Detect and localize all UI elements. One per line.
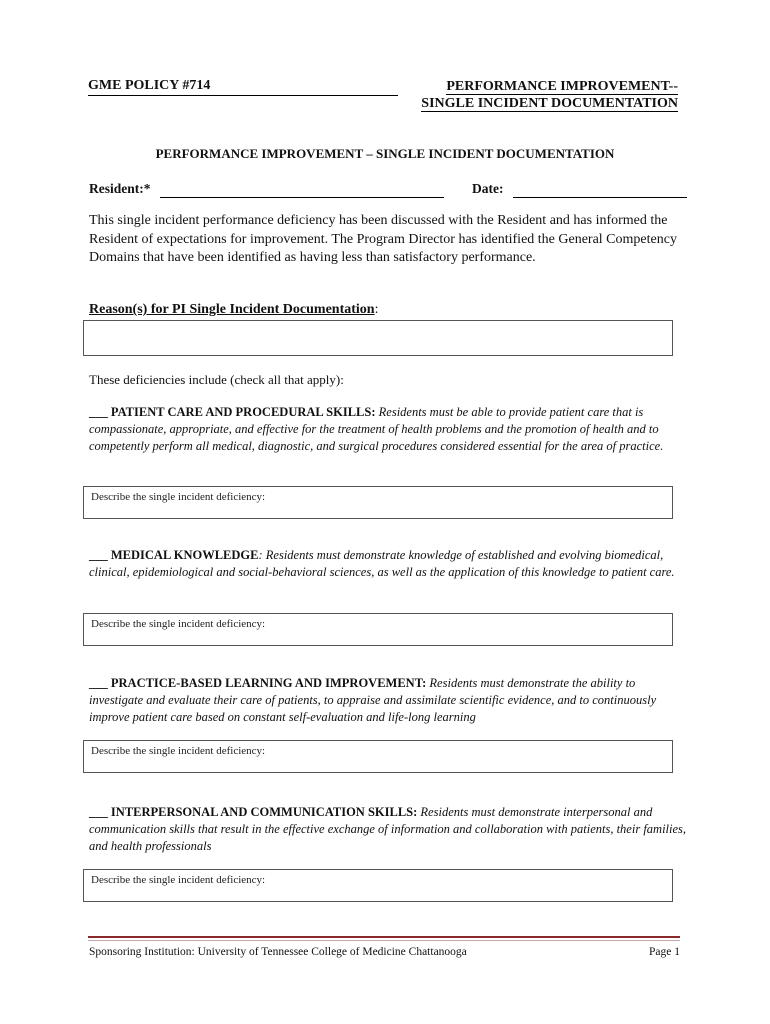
footer-institution: Sponsoring Institution: University of Tennessee College of Medicine Chattanooga <box>89 946 467 958</box>
checkbox-blank[interactable]: ___ <box>89 405 108 419</box>
resident-input-line[interactable] <box>160 183 444 198</box>
reasons-text-box[interactable] <box>83 320 673 356</box>
reasons-heading <box>89 302 378 318</box>
intro-paragraph: This single incident performance deficiency has been discussed with the Resident and has informed the Resident of expectations for improvement. The Program Director has identified the General Competency Domains that have been identified as having less than satisfactory performance. <box>89 213 677 265</box>
deficiency-box-label: Describe the single incident deficiency: <box>91 618 266 630</box>
form-title: PERFORMANCE IMPROVEMENT – SINGLE INCIDENT DOCUMENTATION <box>155 146 615 161</box>
date-label: Date: <box>472 181 504 196</box>
competency-medical-knowledge: ___ MEDICAL KNOWLEDGE: Residents must demonstrate knowledge of established and evolving biomedical, clinical, epidemiological and social-behavioral sciences, as well as the application of this knowledge to patient care. <box>89 548 675 579</box>
competency-name: PRACTICE-BASED LEARNING AND IMPROVEMENT: <box>110 676 427 690</box>
deficiency-box-practice-based-learning[interactable] <box>83 740 673 773</box>
competency-patient-care <box>89 404 689 455</box>
deficiency-box-label: Describe the single incident deficiency: <box>91 874 266 886</box>
resident-label: Resident:* <box>89 181 151 196</box>
header-title-line1: PERFORMANCE IMPROVEMENT-- <box>446 79 678 94</box>
competency-name: INTERPERSONAL AND COMMUNICATION SKILLS: <box>110 805 418 819</box>
checkbox-blank[interactable]: ___ <box>89 805 108 819</box>
resident-field <box>89 180 444 198</box>
competency-name: PATIENT CARE AND PROCEDURAL SKILLS: <box>110 405 376 419</box>
header-title-line2: SINGLE INCIDENT DOCUMENTATION <box>421 96 678 111</box>
competency-description: Residents must demonstrate interpersonal and communication skills that result in the effective exchange of information and collaboration with patients, their families, and health professionals <box>89 805 687 853</box>
deficiency-box-label: Describe the single incident deficiency: <box>91 491 266 503</box>
competency-description: Residents must demonstrate knowledge of established and evolving biomedical, clinical, epidemiological and social-behavioral sciences, as well as the application of this knowledge to patient care. <box>89 548 675 579</box>
competency-practice-based-learning <box>89 675 689 726</box>
checkbox-blank[interactable]: ___ <box>89 676 108 690</box>
reasons-heading-text: Reason(s) for PI Single Incident Documentation <box>89 302 375 317</box>
deficiencies-intro: These deficiencies include (check all that apply): <box>89 372 344 387</box>
deficiency-box-interpersonal-communication[interactable] <box>83 869 673 902</box>
deficiency-box-patient-care[interactable] <box>83 486 673 519</box>
deficiency-box-medical-knowledge[interactable] <box>83 613 673 646</box>
policy-number: GME POLICY #714 <box>88 78 398 96</box>
competency-description: Residents must be able to provide patient care that is compassionate, appropriate, and effective for the treatment of health problems and the promotion of health and to competently perform all medical, diagnostic, and surgical procedures considered essential for the area of practice. <box>89 405 664 453</box>
date-field <box>472 180 687 198</box>
footer-divider <box>88 936 680 938</box>
footer-divider-secondary <box>88 940 680 941</box>
reasons-colon: : <box>374 302 379 317</box>
competency-interpersonal-communication <box>89 804 689 855</box>
competency-name: MEDICAL KNOWLEDGE <box>110 548 259 562</box>
checkbox-blank[interactable]: ___ <box>89 548 108 562</box>
deficiency-box-label: Describe the single incident deficiency: <box>91 745 266 757</box>
date-input-line[interactable] <box>513 183 687 198</box>
header-title <box>396 78 678 112</box>
competency-description: Residents must demonstrate the ability to investigate and evaluate their care of patients, to appraise and assimilate scientific evidence, and to continuously improve patient care based on constant self-evaluation and life-long learning <box>89 676 657 724</box>
footer-page-number: Page 1 <box>649 946 680 958</box>
